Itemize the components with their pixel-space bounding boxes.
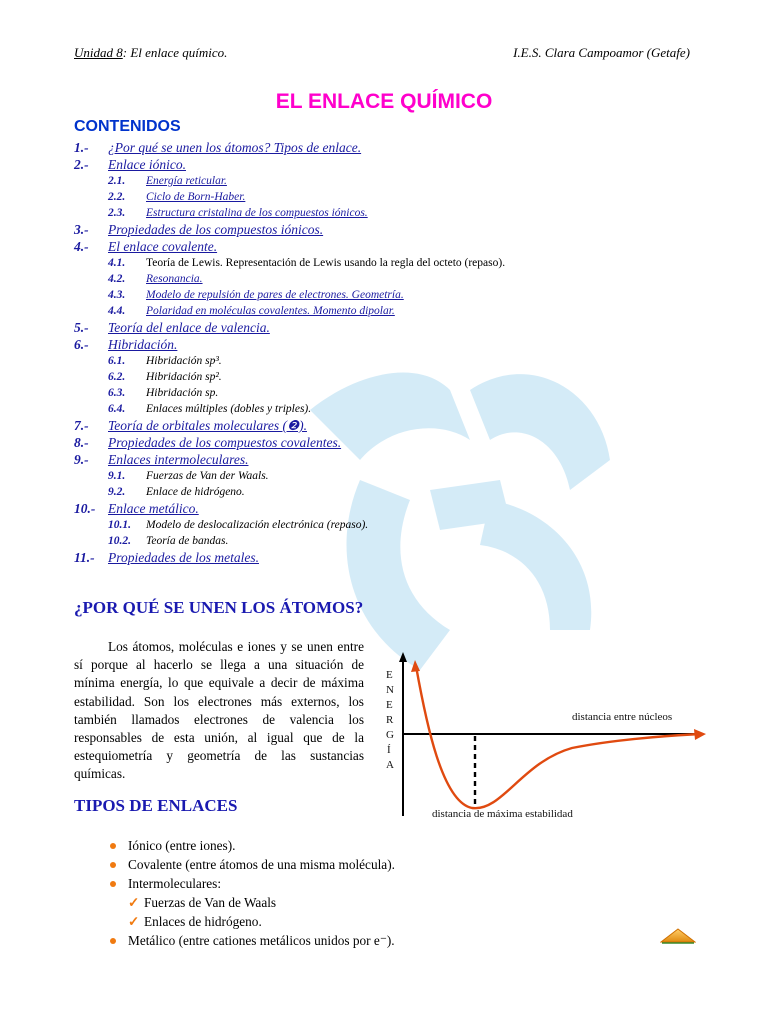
toc-item-3[interactable] [74,221,694,238]
toc-subitem-4-2[interactable] [74,271,694,287]
toc-number: 7.- [74,418,89,433]
toc-link[interactable]: Estructura cristalina de los compuestos iónicos. [146,207,368,219]
y-axis-letter: A [386,759,394,771]
y-axis-letter: E [386,699,393,711]
toc-number: 4.2. [108,273,126,285]
toc-number: 1.- [74,140,89,155]
bullet-dot-icon [110,881,116,887]
toc-link[interactable]: Hibridación. [108,337,178,352]
toc-number: 11.- [74,550,95,565]
toc-text: Teoría de bandas. [146,535,229,547]
x-axis-label: distancia entre núcleos [572,711,673,723]
toc-number: 6.4. [108,403,126,415]
toc-item-11[interactable] [74,549,694,566]
toc-text: Teoría de Lewis. Representación de Lewis usando la regla del octeto (repaso). [146,257,506,269]
toc-number: 9.- [74,452,89,467]
y-axis-arrow [399,652,407,662]
section-heading-why-atoms-bond: ¿POR QUÉ SE UNEN LOS ÁTOMOS? [74,598,364,617]
toc-subitem-6-2 [74,369,694,385]
toc-number: 6.2. [108,371,126,383]
checkmark-icon: ✓ [128,914,140,929]
toc-link[interactable]: Propiedades de los metales. [108,550,259,565]
toc-number: 6.1. [108,355,126,367]
section-paragraph: Los átomos, moléculas e iones y se unen entre sí porque al hacerlo se llega a una situación de mínima energía, lo que equivale a decir de máxima estabilidad. Son los electrones más externos, los también llamados electrones de valencia los responsables de esta unión, al igual que de la estequiometría y geometría de las sustancias químicas. [74,639,364,782]
toc-subitem-4-4[interactable] [74,303,694,319]
toc-subitem-4-1 [74,255,694,271]
list-item-text: Enlaces de hidrógeno. [144,914,262,929]
toc-number: 4.3. [108,289,126,301]
list-item-text: Fuerzas de Van de Waals [144,895,277,910]
toc-item-8[interactable] [74,434,694,451]
y-axis-label [386,669,394,771]
toc-subitem-10-1 [74,517,694,533]
toc-number: 3.- [74,222,89,237]
toc-link[interactable]: Propiedades de los compuestos covalentes. [108,435,342,450]
toc-link[interactable]: Teoría de orbitales moleculares (❷). [108,418,307,433]
toc-number: 9.1. [108,470,126,482]
toc-number: 2.3. [108,207,126,219]
toc-subitem-2-1[interactable] [74,173,694,189]
toc-number: 8.- [74,435,89,450]
toc-number: 2.1. [108,175,126,187]
section-heading-bond-types: TIPOS DE ENLACES [74,796,238,815]
toc-number: 6.- [74,337,89,352]
toc-number: 10.- [74,501,96,516]
toc-subitem-9-2 [74,484,694,500]
toc-item-9[interactable] [74,451,694,468]
toc-number: 6.3. [108,387,126,399]
bullet-dot-icon [110,843,116,849]
toc-text: Enlaces múltiples (dobles y triples). [146,403,312,415]
toc-link[interactable]: Energía reticular. [146,175,227,187]
toc-link[interactable]: Propiedades de los compuestos iónicos. [108,222,324,237]
toc-number: 2.- [74,157,89,172]
toc-link[interactable]: Resonancia. [146,273,203,285]
toc-item-5[interactable] [74,319,694,336]
toc-link[interactable]: Enlace metálico. [108,501,199,516]
checkmark-icon: ✓ [128,895,140,910]
curve-arrow-up [411,660,420,672]
toc-number: 4.- [74,239,89,254]
header-unit [74,45,227,61]
minimum-label: distancia de máxima estabilidad [432,808,573,820]
y-axis-letter: R [386,714,394,726]
toc-text: Enlace de hidrógeno. [146,486,245,498]
toc-link[interactable]: Polaridad en moléculas covalentes. Momento dipolar. [146,305,395,317]
toc-item-2[interactable] [74,156,694,173]
contents-heading: CONTENIDOS [74,118,181,135]
y-axis-letter: G [386,729,394,741]
back-to-top-arrow-icon[interactable] [660,928,696,944]
toc-text: Fuerzas de Van der Waals. [146,470,269,482]
toc-subitem-10-2 [74,533,694,549]
toc-link[interactable]: Enlace iónico. [108,157,186,172]
document-title: EL ENLACE QUÍMICO [275,90,493,113]
toc-text: Hibridación sp². [146,371,222,383]
y-axis-letter: N [386,684,394,696]
header-school: I.E.S. Clara Campoamor (Getafe) [513,45,690,60]
toc-number: 10.1. [108,519,131,531]
toc-text: Hibridación sp³. [146,355,222,367]
toc-item-1[interactable] [74,139,694,156]
toc-subitem-6-4 [74,401,694,417]
toc-subitem-6-1 [74,353,694,369]
bullet-dot-icon [110,938,116,944]
toc-number: 10.2. [108,535,131,547]
toc-number: 9.2. [108,486,126,498]
y-axis-letter: E [386,669,393,681]
toc-item-6[interactable] [74,336,694,353]
bullet-dot-icon [110,862,116,868]
list-item-text: Iónico (entre iones). [128,838,236,853]
energy-curve [416,666,700,808]
toc-item-4[interactable] [74,238,694,255]
list-item-text: Metálico (entre cationes metálicos unidos por e⁻). [128,933,395,948]
toc-link[interactable]: Modelo de repulsión de pares de electrones. Geometría. [146,289,404,301]
y-axis-letter: Í [387,744,391,756]
toc-link[interactable]: Enlaces intermoleculares. [108,452,249,467]
toc-subitem-6-3 [74,385,694,401]
list-item-text: Intermoleculares: [128,876,222,891]
toc-number: 4.1. [108,257,126,269]
curve-arrow-right [694,729,706,740]
toc-subitem-4-3[interactable] [74,287,694,303]
header-unit-label: Unidad 8 [74,45,123,60]
toc-subitem-2-2[interactable] [74,189,694,205]
toc-number: 4.4. [108,305,126,317]
toc-text: Modelo de deslocalización electrónica (repaso). [146,519,369,531]
toc-number: 5.- [74,320,89,335]
energy-distance-graph [372,652,712,827]
toc-subitem-9-1 [74,468,694,484]
toc-item-7[interactable] [74,417,694,434]
header-unit-title: : El enlace químico. [122,45,228,60]
list-item-text: Covalente (entre átomos de una misma molécula). [128,857,395,872]
toc-subitem-2-3[interactable] [74,205,694,221]
toc-link[interactable]: Teoría del enlace de valencia. [108,320,270,335]
table-of-contents [74,139,694,566]
toc-number: 2.2. [108,191,126,203]
toc-text: Hibridación sp. [146,387,219,399]
toc-link[interactable]: El enlace covalente. [108,239,218,254]
toc-item-10[interactable] [74,500,694,517]
toc-link[interactable]: ¿Por qué se unen los átomos? Tipos de enlace. [108,140,362,155]
toc-link[interactable]: Ciclo de Born-Haber. [146,191,246,203]
